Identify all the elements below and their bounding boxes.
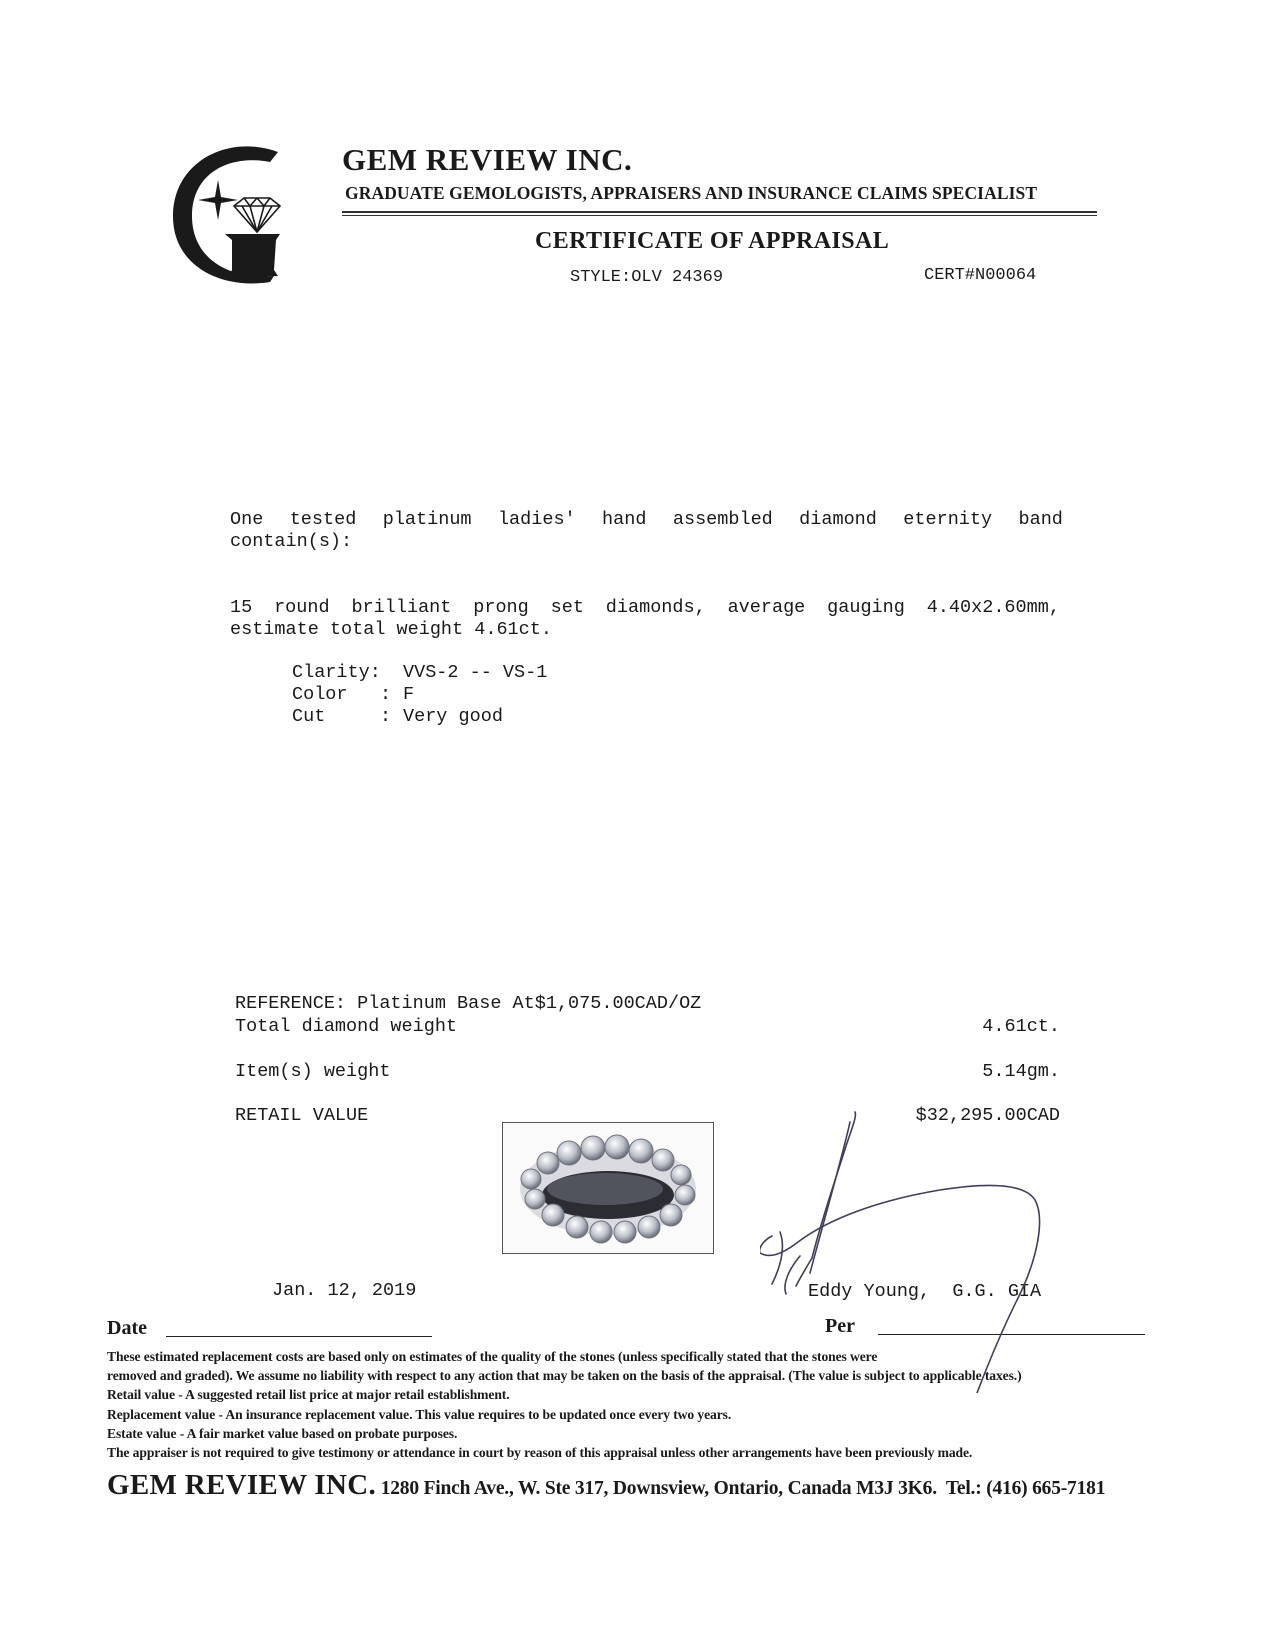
disclaimer-line: Replacement value - An insurance replacement value. This value requires to be updated once every two years. [107, 1407, 732, 1422]
desc-word: platinum [382, 509, 472, 530]
desc-word: diamond [799, 509, 877, 530]
item-weight-label: Item(s) weight [235, 1061, 391, 1082]
cut-value: Very good [403, 706, 503, 727]
disclaimer-line: Retail value - A suggested retail list price at major retail establishment. [107, 1387, 510, 1402]
cut-separator: : [380, 706, 392, 727]
total-diamond-weight-label: Total diamond weight [235, 1016, 458, 1037]
item-description-line-1 [230, 509, 1063, 530]
footer-company-name: GEM REVIEW INC. [107, 1469, 377, 1501]
color-label: Color [292, 684, 348, 705]
stones-word: 15 [230, 597, 253, 618]
stones-word: set [550, 597, 584, 618]
desc-word: One [230, 509, 264, 530]
stones-word: gauging [827, 597, 905, 618]
item-description-line-2: contain(s): [230, 531, 353, 552]
appraisal-date: Jan. 12, 2019 [272, 1280, 417, 1301]
footer [107, 1469, 1105, 1502]
appraiser-name: Eddy Young, G.G. GIA [808, 1281, 1042, 1302]
date-signature-line [166, 1336, 432, 1337]
clarity-value: VVS-2 -- VS-1 [403, 662, 548, 683]
style-number: STYLE:OLV 24369 [570, 268, 724, 287]
color-value: F [403, 684, 415, 705]
stones-word: brilliant [351, 597, 452, 618]
stones-description-line-1 [230, 597, 1060, 618]
clarity-label: Clarity: [292, 662, 381, 683]
header-rule-thin [342, 215, 1097, 216]
company-tagline: GRADUATE GEMOLOGISTS, APPRAISERS AND INSURANCE CLAIMS SPECIALIST [345, 183, 1038, 203]
disclaimer-line: The appraiser is not required to give testimony or attendance in court by reason of this appraisal unless other arrangements have been previously made. [107, 1445, 973, 1460]
cut-label: Cut [292, 706, 326, 727]
footer-address: 1280 Finch Ave., W. Ste 317, Downsview, Ontario, Canada M3J 3K6. Tel.: (416) 665-7181 [376, 1478, 1106, 1499]
desc-word: band [1018, 509, 1063, 530]
retail-value-label: RETAIL VALUE [235, 1105, 369, 1126]
desc-word: tested [289, 509, 357, 530]
disclaimer-line: These estimated replacement costs are based only on estimates of the quality of the stones (unless specifically stated that the stones were [107, 1349, 878, 1364]
header-rule [342, 211, 1097, 213]
ring-photo [502, 1122, 714, 1254]
desc-word: assembled [672, 509, 773, 530]
disclaimer-line: Estate value - A fair market value based on probate purposes. [107, 1426, 458, 1441]
stones-word: average [727, 597, 806, 618]
per-label: Per [825, 1315, 855, 1337]
stones-word: diamonds, [605, 597, 706, 618]
retail-value-amount: $32,295.00CAD [915, 1105, 1060, 1126]
total-diamond-weight-value: 4.61ct. [982, 1016, 1060, 1037]
item-weight-value: 5.14gm. [982, 1061, 1060, 1082]
desc-word: eternity [903, 509, 993, 530]
gem-review-logo-icon [170, 140, 295, 290]
desc-word: hand [602, 509, 647, 530]
certificate-number: CERT#N00064 [924, 266, 1037, 285]
stones-word: round [274, 597, 330, 618]
disclaimer-line: removed and graded). We assume no liability with respect to any action that may be taken on the basis of the appraisal. (The value is subject to applicable taxes.) [107, 1368, 1022, 1383]
company-name: GEM REVIEW INC. [342, 142, 633, 177]
stones-word: prong [473, 597, 529, 618]
platinum-reference: REFERENCE: Platinum Base At$1,075.00CAD/OZ [235, 993, 702, 1014]
color-separator: : [380, 684, 392, 705]
certificate-title: CERTIFICATE OF APPRAISAL [535, 228, 890, 254]
date-label: Date [107, 1317, 147, 1339]
stones-word: 4.40x2.60mm, [926, 597, 1060, 618]
stones-description-line-2: estimate total weight 4.61ct. [230, 619, 552, 640]
desc-word: ladies' [497, 509, 576, 530]
